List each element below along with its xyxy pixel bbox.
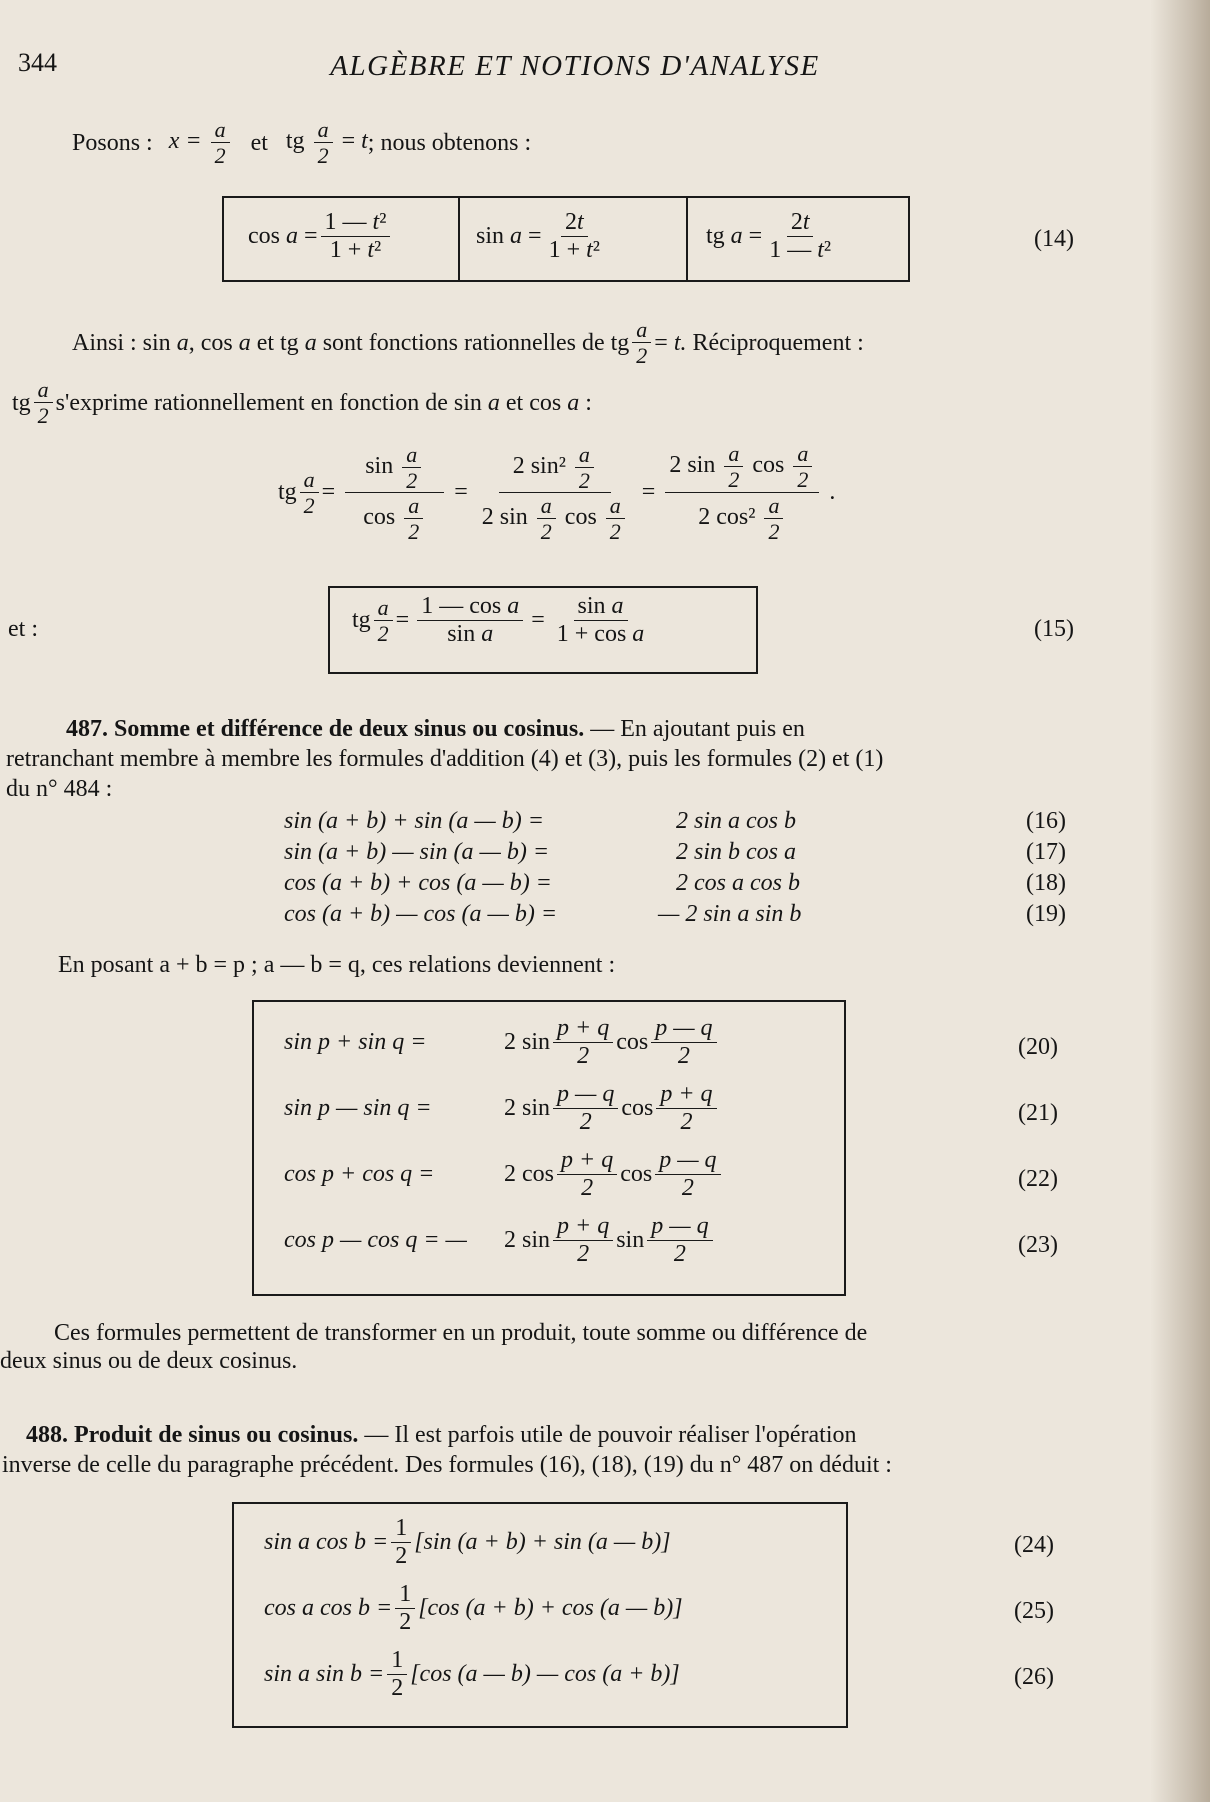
formula-22 [284, 1148, 724, 1201]
formula-23-frac2-num: p — q [647, 1214, 712, 1241]
cos-a-tangent-formula: cos a = $\frac{\text{1 — t²}}{\text{1 + t²}}$ [248, 210, 393, 263]
section-487-body-1: — En ajoutant puis en [590, 716, 805, 742]
formula-box-14 [222, 196, 910, 282]
tg-half-angle-formula: tg $\frac{a}{2}$ = $\frac{\text{1 — cos a}}{\text{sin a}}$ = $\frac{\text{sin a}}{\text{1 + cos a}}$ [352, 593, 645, 648]
equation-number-15: (15) [1034, 616, 1074, 642]
ainsi-text-d: sont fonctions rationnelles de tg [322, 329, 630, 356]
formula-17-rhs: 2 sin b cos a [676, 839, 796, 865]
formula-22-frac2-den: 2 [681, 1175, 694, 1202]
formula-18-rhs: 2 cos a cos b [676, 870, 800, 896]
posons-intro: Posons : [72, 129, 153, 156]
formula-20-frac1-den: 2 [577, 1043, 590, 1070]
formula-22-frac1-den: 2 [581, 1175, 594, 1202]
formula-21-lhs: sin p — sin q = [284, 1095, 432, 1122]
ainsi-text-b: , cos [188, 329, 233, 356]
formula-24-rhs: [sin (a + b) + sin (a — b)] [414, 1529, 671, 1556]
formula-19-lhs: cos (a + b) — cos (a — b) = [284, 901, 558, 927]
formula-24-lhs: sin a cos b = [264, 1529, 389, 1556]
formula-25: cos a cos b = $\frac{1}{2}$ [cos (a + b) + cos (a — b)] [264, 1581, 683, 1636]
equation-number-19: (19) [1026, 901, 1066, 927]
formula-20-frac2-den: 2 [677, 1043, 690, 1070]
formula-20-mid: cos [616, 1029, 649, 1056]
section-487-body-2: retranchant membre à membre les formules d'addition (4) et (3), puis les formules (2) et (1) [6, 746, 884, 772]
posons-and: et [250, 129, 268, 156]
formula-22-frac1-num: p + q [557, 1148, 617, 1175]
ces-formules-line-1: Ces formules permettent de transformer en un produit, toute somme ou différence de [54, 1320, 868, 1346]
equation-number-17: (17) [1026, 839, 1066, 865]
formula-26-lhs: sin a sin b = [264, 1661, 385, 1688]
formula-23-frac2-den: 2 [673, 1241, 686, 1268]
page-number: 344 [18, 48, 57, 77]
section-488-body-2: inverse de celle du paragraphe précédent. Des formules (16), (18), (19) du n° 487 on déduit : [2, 1452, 892, 1478]
formula-21-frac1-num: p — q [553, 1082, 618, 1109]
equation-number-21: (21) [1018, 1100, 1058, 1126]
page-edge-shadow [1150, 0, 1210, 1802]
sin-a-tangent-formula: sin a = $\frac{2t}{\text{1 + t²}}$ [476, 209, 600, 264]
formula-21-frac2-num: p + q [656, 1082, 716, 1109]
posons-x-formula: x = $\frac{a}{2}$ [169, 118, 233, 167]
section-488-title: Produit de sinus ou cosinus. [74, 1422, 359, 1448]
formula-23-mid: sin [616, 1227, 645, 1254]
formula-21 [284, 1082, 720, 1135]
formula-16-rhs: 2 sin a cos b [676, 808, 796, 834]
formula-20-frac2-num: p — q [651, 1016, 716, 1043]
ainsi-text-h: : [585, 389, 592, 416]
posons-line [72, 118, 531, 167]
formula-20-lhs: sin p + sin q = [284, 1029, 427, 1056]
formula-box-15 [328, 586, 758, 674]
ainsi-line-1: Ainsi : sin a , cos a et tg a sont fonctions rationnelles de tg $\frac{a}{2}$ = t. Réciproquement : [72, 317, 864, 369]
section-488-number: 488. [26, 1422, 68, 1448]
ainsi-text-f: s'exprime rationnellement en fonction de sin [55, 389, 482, 416]
formula-22-coef: 2 cos [504, 1161, 554, 1188]
et-label: et : [8, 616, 38, 642]
formula-23-frac1-num: p + q [553, 1214, 613, 1241]
formula-20-frac1-num: p + q [553, 1016, 613, 1043]
equation-number-14: (14) [1034, 226, 1074, 252]
section-488-heading [26, 1420, 857, 1450]
formula-25-rhs: [cos (a + b) + cos (a — b)] [418, 1595, 683, 1622]
formula-19-rhs: — 2 sin a sin b [658, 901, 802, 927]
equation-number-26: (26) [1014, 1664, 1054, 1690]
equation-number-18: (18) [1026, 870, 1066, 896]
ainsi-line-2: tg $\frac{a}{2}$ s'exprime rationnellement en fonction de sin a et cos a : [12, 377, 592, 429]
equation-number-24: (24) [1014, 1532, 1054, 1558]
formula-25-lhs: cos a cos b = [264, 1595, 393, 1622]
formula-23-frac1-den: 2 [577, 1241, 590, 1268]
section-488-body-1: — Il est parfois utile de pouvoir réaliser l'opération [364, 1422, 857, 1448]
formula-23 [284, 1214, 716, 1267]
formula-21-frac2-den: 2 [680, 1109, 693, 1136]
equation-number-16: (16) [1026, 808, 1066, 834]
section-487-title: Somme et différence de deux sinus ou cosinus. [114, 716, 585, 742]
equation-number-25: (25) [1014, 1598, 1054, 1624]
formula-22-lhs: cos p + cos q = [284, 1161, 435, 1188]
tg-half-angle-chain: tg $\frac{a}{2}$ = sin $\frac{a}{2}$ cos $\frac{a}{2}$ = 2 sin² $\frac{a}{2}$ 2 sin $\frac{a}{2}$ cos $\frac{a}{2}$ = 2 sin $\frac{a}{2}$ cos $\frac{a}{2}$ 2 cos² $\frac{a}{2}$ . [278, 441, 836, 545]
equation-number-22: (22) [1018, 1166, 1058, 1192]
formula-box-20-23 [252, 1000, 846, 1296]
ainsi-text-c: et tg [256, 329, 299, 356]
formula-21-coef: 2 sin [504, 1095, 551, 1122]
ainsi-text-a: Ainsi : sin [72, 329, 171, 356]
formula-box-24-26 [232, 1502, 848, 1728]
formula-22-frac2-num: p — q [655, 1148, 720, 1175]
formula-23-lhs: cos p — cos q = — [284, 1227, 467, 1254]
formula-26-rhs: [cos (a — b) — cos (a + b)] [410, 1661, 680, 1688]
ainsi-text-g: et cos [505, 389, 562, 416]
tg-a-tangent-formula: tg a = $\frac{2t}{\text{1 — t²}}$ [706, 209, 832, 264]
formula-21-mid: cos [621, 1095, 654, 1122]
section-487-body-3: du n° 484 : [6, 776, 113, 802]
ainsi-text-e: Réciproquement : [692, 329, 864, 356]
formula-26: sin a sin b = $\frac{1}{2}$ [cos (a — b) — cos (a + b)] [264, 1647, 680, 1702]
posons-tail: ; nous obtenons : [367, 129, 532, 156]
running-head: ALGÈBRE ET NOTIONS D'ANALYSE [330, 50, 820, 82]
posons-t-formula: tg $\frac{a}{2}$ = t [285, 117, 368, 169]
formula-18-lhs: cos (a + b) + cos (a — b) = [284, 870, 552, 896]
formula-22-mid: cos [620, 1161, 653, 1188]
formula-23-coef: 2 sin [504, 1227, 551, 1254]
section-487-number: 487. [66, 716, 108, 742]
posant-text: En posant a + b = p ; a — b = q, ces relations deviennent : [58, 952, 616, 978]
ces-formules-line-2: deux sinus ou de deux cosinus. [0, 1348, 298, 1374]
page-header [0, 48, 1210, 88]
formula-16-lhs: sin (a + b) + sin (a — b) = [284, 808, 544, 834]
equation-number-20: (20) [1018, 1034, 1058, 1060]
formula-24: sin a cos b = $\frac{1}{2}$ [sin (a + b) + sin (a — b)] [264, 1515, 671, 1570]
formula-21-frac1-den: 2 [579, 1109, 592, 1136]
formula-20 [284, 1016, 720, 1069]
formula-17-lhs: sin (a + b) — sin (a — b) = [284, 839, 550, 865]
formula-20-coef: 2 sin [504, 1029, 551, 1056]
section-487-heading [66, 714, 805, 744]
equation-number-23: (23) [1018, 1232, 1058, 1258]
